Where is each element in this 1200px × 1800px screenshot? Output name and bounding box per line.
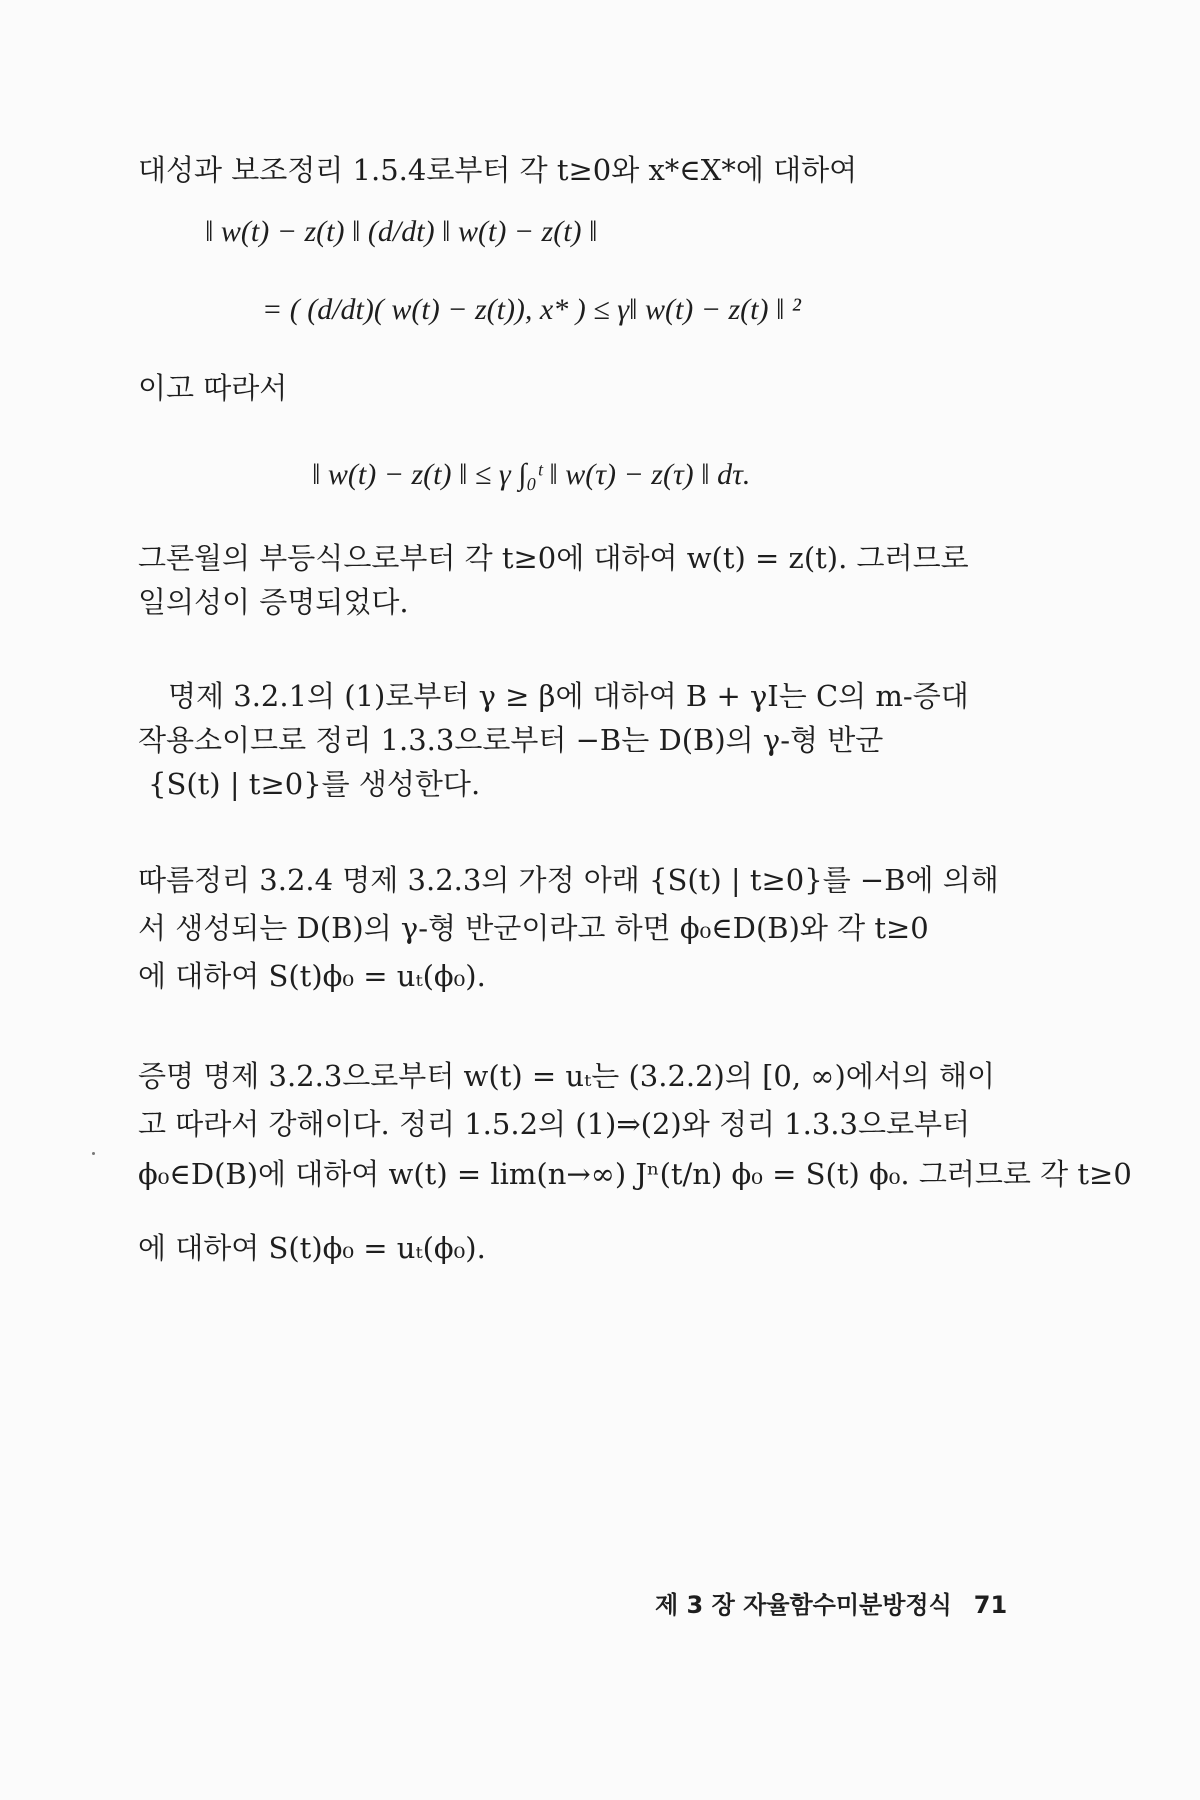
text-line-7: {S(t) | t≥0}를 생성한다. [148, 767, 481, 801]
corollary-line-2: 서 생성되는 D(B)의 γ-형 반군이라고 하면 ϕ₀∈D(B)와 각 t≥0 [138, 911, 929, 945]
text-line-2: 이고 따라서 [138, 371, 288, 405]
text-line-4: 일의성이 증명되었다. [138, 585, 409, 619]
text-line-5: 명제 3.2.1의 (1)로부터 γ ≥ β에 대하여 B + γI는 C의 m-증대 [168, 679, 969, 713]
page-number: 71 [973, 1591, 1008, 1619]
corollary-line-1: 따름정리 3.2.4 명제 3.2.3의 가정 아래 {S(t) | t≥0}를 −B에 의해 [138, 863, 999, 897]
chapter-title: 제 3 장 자율함수미분방정식 [655, 1591, 952, 1619]
text-line-6: 작용소이므로 정리 1.3.3으로부터 −B는 D(B)의 γ-형 반군 [138, 723, 884, 757]
equation-line-3: ‖ w(t) − z(t) ‖ ≤ γ ∫₀ᵗ ‖ w(τ) − z(τ) ‖ dτ. [312, 458, 751, 491]
text-line-3: 그론월의 부등식으로부터 각 t≥0에 대하여 w(t) = z(t). 그러므로 [138, 541, 969, 575]
proof-line-4: 에 대하여 S(t)ϕ₀ = uₜ(ϕ₀). [138, 1231, 486, 1265]
margin-dot [92, 1152, 95, 1155]
proof-line-1: 증명 명제 3.2.3으로부터 w(t) = uₜ는 (3.2.2)의 [0, ∞)에서의 해이 [138, 1059, 996, 1093]
page-footer [655, 1585, 1007, 1620]
text-line-1: 대성과 보조정리 1.5.4로부터 각 t≥0와 x*∈X*에 대하여 [138, 153, 858, 187]
corollary-line-3: 에 대하여 S(t)ϕ₀ = uₜ(ϕ₀). [138, 959, 486, 993]
proof-line-3: ϕ₀∈D(B)에 대하여 w(t) = lim(n→∞) Jⁿ(t/n) ϕ₀ = S(t) ϕ₀. 그러므로 각 t≥0 [138, 1157, 1132, 1191]
proof-line-2: 고 따라서 강해이다. 정리 1.5.2의 (1)⇒(2)와 정리 1.3.3으로부터 [138, 1107, 971, 1141]
equation-line-1: ‖ w(t) − z(t) ‖ (d/dt) ‖ w(t) − z(t) ‖ [205, 215, 598, 248]
equation-line-2: = ( (d/dt)( w(t) − z(t)), x* ) ≤ γ‖ w(t) − z(t) ‖ ² [262, 293, 801, 326]
